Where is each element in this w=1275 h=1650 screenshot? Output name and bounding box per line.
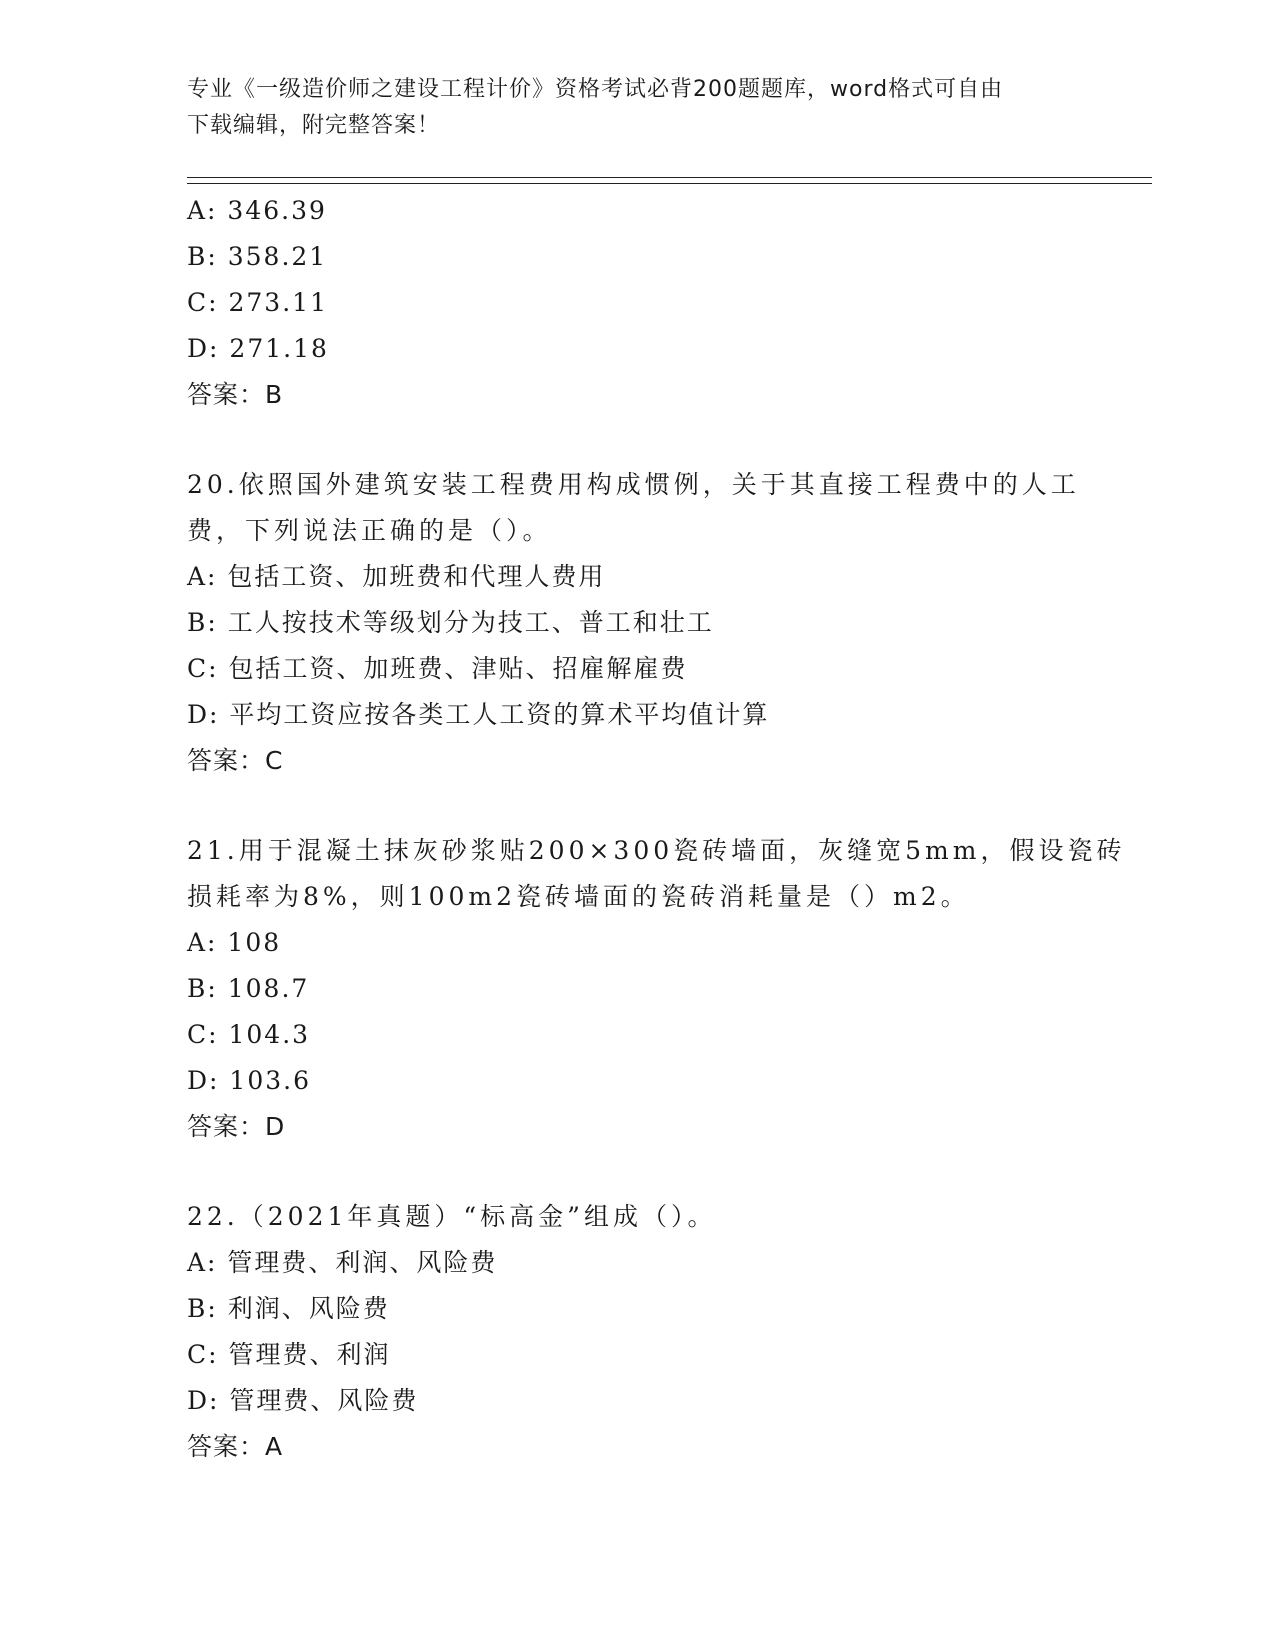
option-d: D: 271.18 xyxy=(187,334,329,363)
header-line-2: 下载编辑，附完整答案！ xyxy=(187,113,441,138)
question-22 xyxy=(187,1194,1087,1470)
option-a: A: 108 xyxy=(187,928,282,957)
option-b: B: 358.21 xyxy=(187,242,328,271)
option-c: C: 104.3 xyxy=(187,1020,311,1049)
question-21 xyxy=(187,828,1126,1150)
question-text-line-1: 20.依照国外建筑安装工程费用构成惯例，关于其直接工程费中的人工 xyxy=(187,470,1080,499)
header-rule-bottom xyxy=(187,183,1152,184)
spacer xyxy=(187,418,1087,462)
option-c: C: 包括工资、加班费、津贴、招雇解雇费 xyxy=(187,654,688,683)
option-a: A: 346.39 xyxy=(187,196,327,225)
option-b: B: 工人按技术等级划分为技工、普工和壮工 xyxy=(187,608,714,637)
option-b: B: 利润、风险费 xyxy=(187,1294,390,1323)
spacer xyxy=(187,1150,1087,1194)
option-c: C: 273.11 xyxy=(187,288,328,317)
answer-line: 答案：A xyxy=(187,1432,284,1461)
option-d: D: 103.6 xyxy=(187,1066,311,1095)
question-text-line-2: 费，下列说法正确的是（）。 xyxy=(187,516,552,545)
question-19 xyxy=(187,188,1087,418)
question-text-line-1: 22.（2021年真题）“标高金”组成（）。 xyxy=(187,1202,717,1231)
header-line-1: 专业《一级造价师之建设工程计价》资格考试必背200题题库，word格式可自由 xyxy=(187,77,1004,102)
header-rule-top xyxy=(187,177,1152,178)
option-d: D: 平均工资应按各类工人工资的算术平均值计算 xyxy=(187,700,770,729)
question-text-line-1: 21.用于混凝土抹灰砂浆贴200×300瓷砖墙面，灰缝宽5mm，假设瓷砖 xyxy=(187,836,1126,865)
document-header xyxy=(187,72,1067,144)
answer-line: 答案：D xyxy=(187,1112,286,1141)
question-text-line-2: 损耗率为8%，则100m2瓷砖墙面的瓷砖消耗量是（）m2。 xyxy=(187,882,970,911)
answer-line: 答案：C xyxy=(187,746,284,775)
answer-line: 答案：B xyxy=(187,380,284,409)
option-a: A: 包括工资、加班费和代理人费用 xyxy=(187,562,606,591)
option-b: B: 108.7 xyxy=(187,974,310,1003)
option-d: D: 管理费、风险费 xyxy=(187,1386,419,1415)
question-list xyxy=(187,188,1126,1470)
spacer xyxy=(187,784,1087,828)
option-a: A: 管理费、利润、风险费 xyxy=(187,1248,498,1277)
question-20 xyxy=(187,462,1087,784)
option-c: C: 管理费、利润 xyxy=(187,1340,391,1369)
